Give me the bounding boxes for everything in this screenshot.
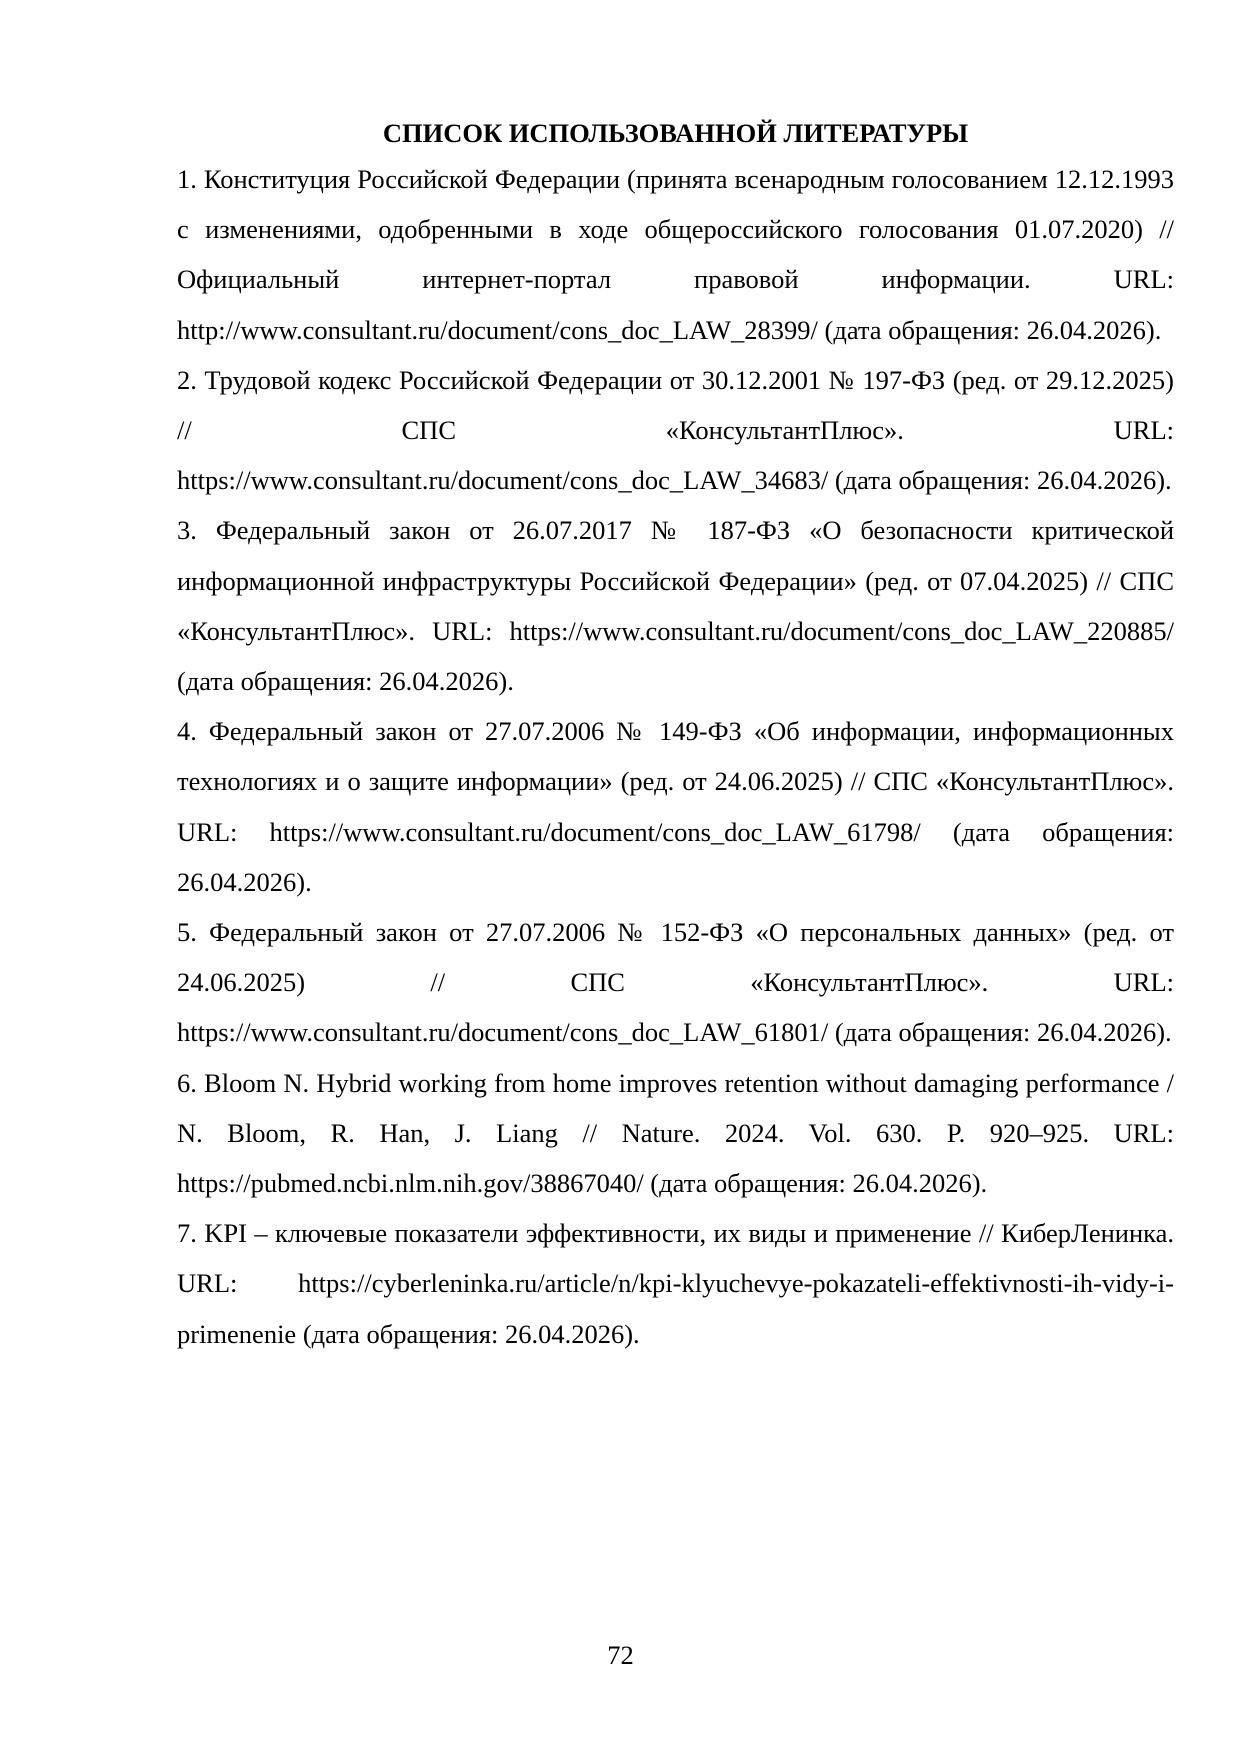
reference-item-2: 2. Трудовой кодекс Российской Федерации от 30.12.2001 № 197-ФЗ (ред. от 29.12.2025) // СПС «КонсультантПлюс». URL: https://www.consultant.ru/document/cons_doc_LAW_34683/ (дата обращения: 26.04.2026). — [177, 364, 1174, 496]
reference-item-7: 7. KPI – ключевые показатели эффективности, их виды и применение // КиберЛенинка. URL: https://cyberleninka.ru/article/n/kpi-klyuchevye-pokazateli-effektivnosti-ih-vidy-i-primenenie (дата обращения: 26.04.2026). — [177, 1218, 1174, 1349]
reference-item-1: 1. Конституция Российской Федерации (принята всенародным голосованием 12.12.1993 с изменениями, одобренными в ходе общероссийского голосования 01.07.2020) // Официальный интернет-портал правовой информации. URL: http://www.consultant.ru/document/cons_doc_LAW_28399/ (дата обращения: 26.04.2026). — [177, 164, 1174, 345]
page-title: СПИСОК ИСПОЛЬЗОВАННОЙ ЛИТЕРАТУРЫ — [382, 118, 969, 148]
reference-item-3: 3. Федеральный закон от 26.07.2017 № 187-ФЗ «О безопасности критической информационной инфраструктуры Российской Федерации» (ред. от 07.04.2025) // СПС «КонсультантПлюс». URL: https://www.consultant.ru/document/cons_doc_LAW_220885/ (дата обращения: 26.04.2026). — [177, 515, 1174, 697]
page-number: 72 — [607, 1640, 634, 1670]
reference-list — [177, 154, 1174, 1359]
reference-item-4: 4. Федеральный закон от 27.07.2006 № 149-ФЗ «Об информации, информационных технологиях и о защите информации» (ред. от 24.06.2025) // СПС «КонсультантПлюс». URL: https://www.consultant.ru/document/cons_doc_LAW_61798/ (дата обращения: 26.04.2026). — [177, 716, 1174, 897]
reference-item-5: 5. Федеральный закон от 27.07.2006 № 152-ФЗ «О персональных данных» (ред. от 24.06.2025) // СПС «КонсультантПлюс». URL: https://www.consultant.ru/document/cons_doc_LAW_61801/ (дата обращения: 26.04.2026). — [177, 917, 1174, 1048]
reference-item-6: 6. Bloom N. Hybrid working from home improves retention without damaging performance / N. Bloom, R. Han, J. Liang // Nature. 2024. Vol. 630. P. 920–925. URL: https://pubmed.ncbi.nlm.nih.gov/38867040/ (дата обращения: 26.04.2026). — [177, 1067, 1174, 1199]
document-page — [177, 112, 1174, 1359]
